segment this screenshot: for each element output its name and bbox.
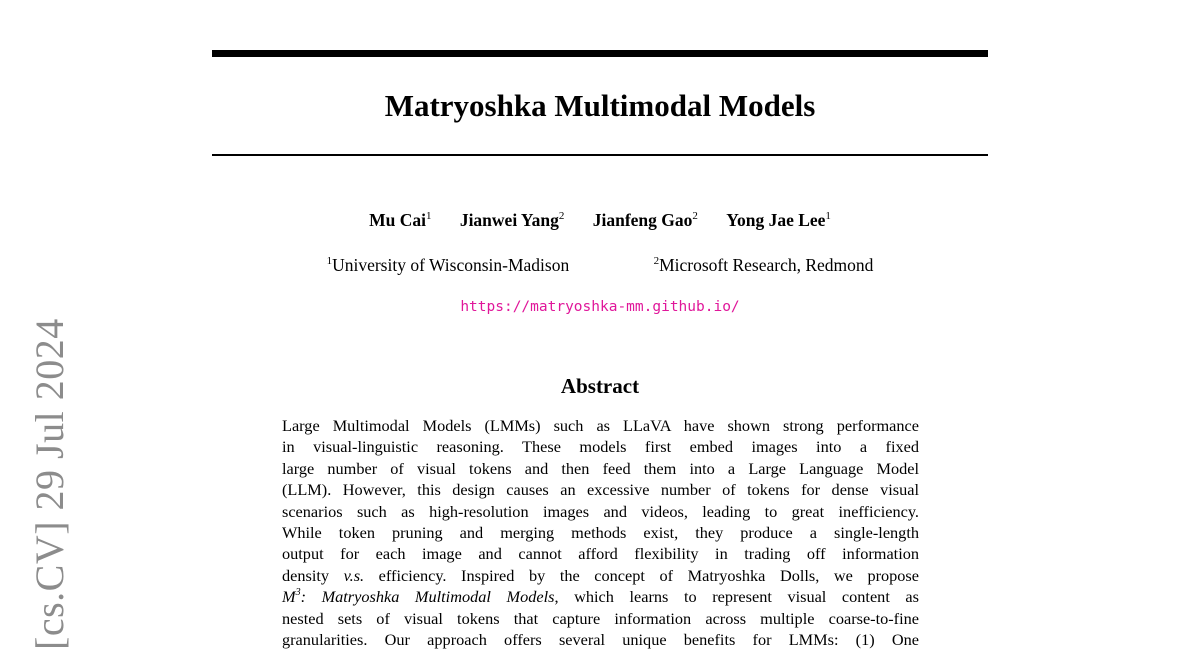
- author-affil-mark: 2: [558, 210, 565, 222]
- abstract-text: density: [282, 565, 344, 585]
- title-top-rule: [212, 50, 988, 57]
- abstract-body: [282, 415, 919, 650]
- affiliation-list: [212, 253, 988, 277]
- model-full-name: : Matryoshka Multimodal Models: [300, 587, 555, 607]
- author: [726, 208, 831, 232]
- abstract-emphasis: v.s.: [343, 565, 365, 585]
- abstract-text: , which learns to represent visual content as: [554, 587, 919, 607]
- abstract-line: large number of visual tokens and then feed them into a Large Language Model: [282, 458, 919, 478]
- title-bottom-rule: [212, 154, 988, 156]
- author: [460, 208, 565, 232]
- abstract-heading: Abstract: [560, 374, 640, 398]
- model-symbol-superscript: 3: [295, 587, 301, 599]
- author-affil-mark: 1: [425, 210, 432, 222]
- author-list: [212, 208, 988, 232]
- affiliation-mark: 2: [653, 255, 660, 267]
- abstract-line: [282, 586, 919, 607]
- arxiv-sidebar-stamp: [cs.CV] 29 Jul 2024: [27, 318, 72, 650]
- abstract-line: in visual-linguistic reasoning. These models first embed images into a fixed: [282, 437, 919, 457]
- affiliation-name: Microsoft Research, Redmond: [659, 255, 874, 275]
- abstract-line: scenarios such as high-resolution images and videos, leading to great inefficiency.: [282, 501, 919, 521]
- abstract-line: output for each image and cannot afford flexibility in trading off information: [282, 544, 919, 564]
- abstract-line: (LLM). However, this design causes an excessive number of tokens for dense visual: [282, 480, 919, 500]
- affiliation-mark: 1: [326, 255, 333, 267]
- abstract-line: Large Multimodal Models (LMMs) such as LLaVA have shown strong performance: [282, 416, 919, 435]
- author-name: Mu Cai: [369, 210, 426, 230]
- author-name: Jianfeng Gao: [592, 210, 693, 230]
- affiliation: [327, 253, 570, 277]
- abstract-line: While token pruning and merging methods exist, they produce a single-length: [282, 522, 919, 542]
- model-symbol: M: [282, 587, 296, 607]
- abstract-line: nested sets of visual tokens that capture information across multiple coarse-to-fine: [282, 608, 919, 628]
- affiliation-name: University of Wisconsin-Madison: [332, 255, 570, 275]
- model-name-emphasis: [282, 587, 554, 606]
- author: [593, 208, 698, 232]
- author-affil-mark: 1: [825, 210, 831, 222]
- abstract-text: efficiency. Inspired by the concept of Matryoshka Dolls, we propose: [364, 565, 919, 585]
- author: [369, 208, 431, 232]
- author-name: Jianwei Yang: [459, 210, 559, 230]
- project-url-link[interactable]: https://matryoshka-mm.github.io/: [460, 299, 740, 315]
- affiliation: [654, 253, 874, 277]
- paper-title: Matryoshka Multimodal Models: [384, 88, 816, 123]
- abstract-line: granularities. Our approach offers several unique benefits for LMMs: (1) One: [282, 629, 919, 649]
- author-affil-mark: 2: [692, 210, 698, 222]
- abstract-line: [282, 565, 919, 586]
- author-name: Yong Jae Lee: [726, 210, 826, 230]
